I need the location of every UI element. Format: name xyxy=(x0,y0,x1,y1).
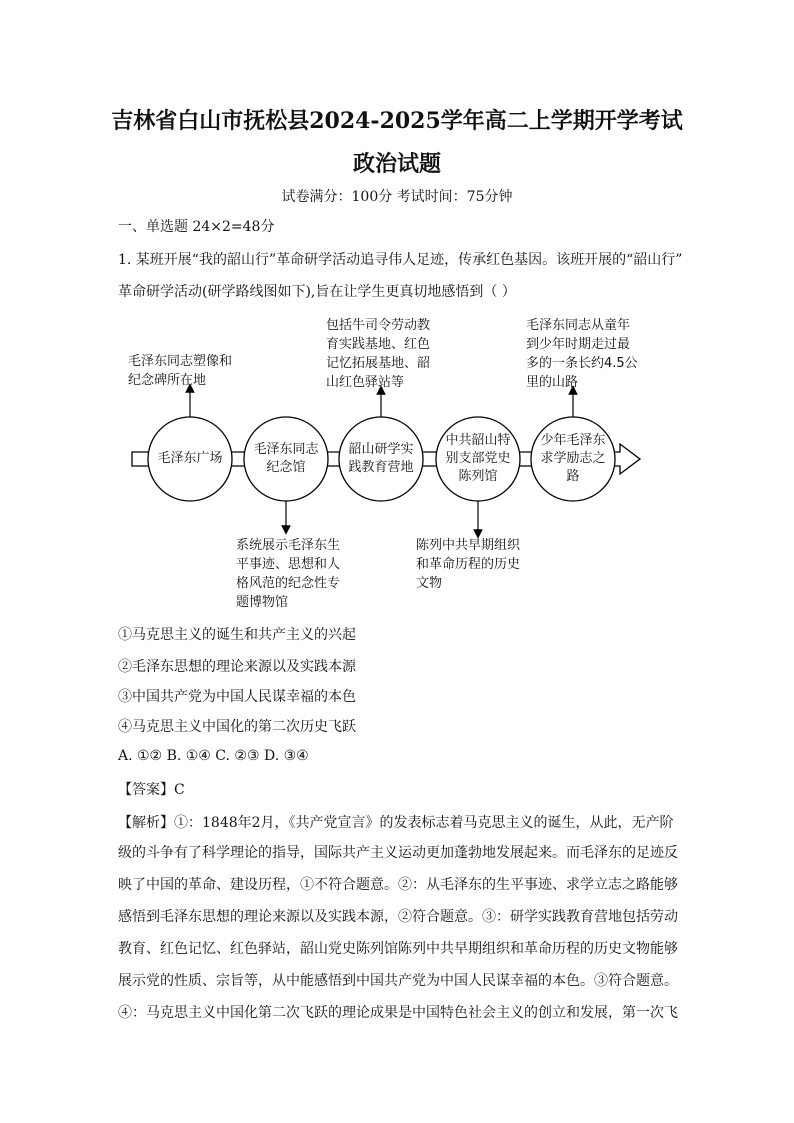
note-5 xyxy=(526,316,638,392)
note-3-line: 山红色驿站等 xyxy=(326,375,405,390)
note-3-line: 记忆拓展基地、韶 xyxy=(326,356,431,371)
route-node-4-line-2: 别支部党史 xyxy=(445,451,511,466)
note-5-line: 多的一条长约4.5公 xyxy=(526,356,638,371)
analysis-line-1: 【解析】①：1848年2月，《共产党宣言》的发表标志着马克思主义的诞生，从此，无产阶 xyxy=(118,815,674,831)
note-5-line: 毛泽东同志从童年 xyxy=(526,318,631,333)
route-node-5 xyxy=(531,417,615,501)
note-3 xyxy=(326,316,430,392)
route-node-5-line-3: 路 xyxy=(566,469,580,484)
note-2 xyxy=(236,536,340,612)
note-1-line: 毛泽东同志塑像和 xyxy=(128,354,233,369)
route-node-3-line-1: 韶山研学实 xyxy=(348,442,414,457)
route-node-3 xyxy=(339,417,423,501)
question-stem-line-1: 1. 某班开展“我的韶山行”革命研学活动追寻伟人足迹，传承红色基因。该班开展的“韶山行” xyxy=(118,252,683,268)
note-2-line: 平事迹、思想和人 xyxy=(236,557,341,572)
analysis-line-6: 展示党的性质、宗旨等，从中能感悟到中国共产党为中国人民谋幸福的本色。③符合题意。 xyxy=(118,973,678,989)
analysis-line-2: 级的斗争有了科学理论的指导，国际共产主义运动更加蓬勃地发展起来。而毛泽东的足迹反 xyxy=(118,845,678,861)
route-node-5-line-1: 少年毛泽东 xyxy=(540,433,606,448)
route-node-1-line-1: 毛泽东广场 xyxy=(157,451,223,466)
analysis-line-7: ④：马克思主义中国化第二次飞跃的理论成果是中国特色社会主义的创立和发展，第一次飞 xyxy=(118,1005,678,1021)
option-3: ③中国共产党为中国人民谋幸福的本色 xyxy=(118,689,356,705)
note-2-line: 系统展示毛泽东生 xyxy=(236,538,341,553)
note-4-line: 陈列中共早期组织 xyxy=(416,538,521,553)
answer-choices: A. ①② B. ①④ C. ②③ D. ③④ xyxy=(118,748,309,764)
analysis-line-4: 感悟到毛泽东思想的理论来源以及实践本源，②符合题意。③：研学实践教育营地包括劳动 xyxy=(118,909,678,925)
route-node-3-line-2: 践教育营地 xyxy=(348,460,414,475)
note-3-line: 包括牛司令劳动教 xyxy=(326,318,431,333)
route-node-1 xyxy=(148,417,232,501)
analysis-line-3: 映了中国的革命、建设历程，①不符合题意。②：从毛泽东的生平事迹、求学立志之路能够 xyxy=(118,877,678,893)
analysis-line-5: 教育、红色记忆、红色驿站，韶山党史陈列馆陈列中共早期组织和革命历程的历史文物能够 xyxy=(118,941,678,957)
option-1: ①马克思主义的诞生和共产主义的兴起 xyxy=(118,627,356,643)
route-node-2-line-1: 毛泽东同志 xyxy=(253,442,319,457)
note-5-line: 里的山路 xyxy=(526,375,579,390)
note-2-line: 题博物馆 xyxy=(236,595,289,610)
question-stem-line-2: 革命研学活动(研学路线图如下),旨在让学生更真切地感悟到（ ） xyxy=(118,284,516,300)
option-4: ④马克思主义中国化的第二次历史飞跃 xyxy=(118,719,356,735)
exam-meta: 试卷满分：100分 考试时间：75分钟 xyxy=(281,189,513,205)
route-node-4 xyxy=(436,417,520,501)
note-5-line: 到少年时期走过最 xyxy=(526,337,631,352)
route-node-2 xyxy=(244,417,328,501)
option-2: ②毛泽东思想的理论来源以及实践本源 xyxy=(118,659,356,675)
note-1 xyxy=(128,352,232,390)
subject-title: 政治试题 xyxy=(352,151,441,177)
study-route-diagram xyxy=(120,308,660,608)
route-node-2-line-2: 纪念馆 xyxy=(266,460,306,475)
note-1-line: 纪念碑所在地 xyxy=(128,373,207,388)
answer: 【答案】C xyxy=(118,782,185,798)
note-4 xyxy=(416,536,520,593)
route-node-5-line-2: 求学励志之 xyxy=(540,451,606,466)
note-4-line: 和革命历程的历史 xyxy=(416,557,521,572)
route-node-4-line-1: 中共韶山特 xyxy=(445,433,511,448)
document-title: 吉林省白山市抚松县2024-2025学年高二上学期开学考试 xyxy=(111,108,683,134)
note-2-line: 格风范的纪念性专 xyxy=(236,576,341,591)
note-4-line: 文物 xyxy=(416,576,443,591)
section-heading: 一、单选题 24×2=48分 xyxy=(118,219,275,235)
route-node-4-line-3: 陈列馆 xyxy=(458,469,498,484)
note-3-line: 育实践基地、红色 xyxy=(326,337,431,352)
